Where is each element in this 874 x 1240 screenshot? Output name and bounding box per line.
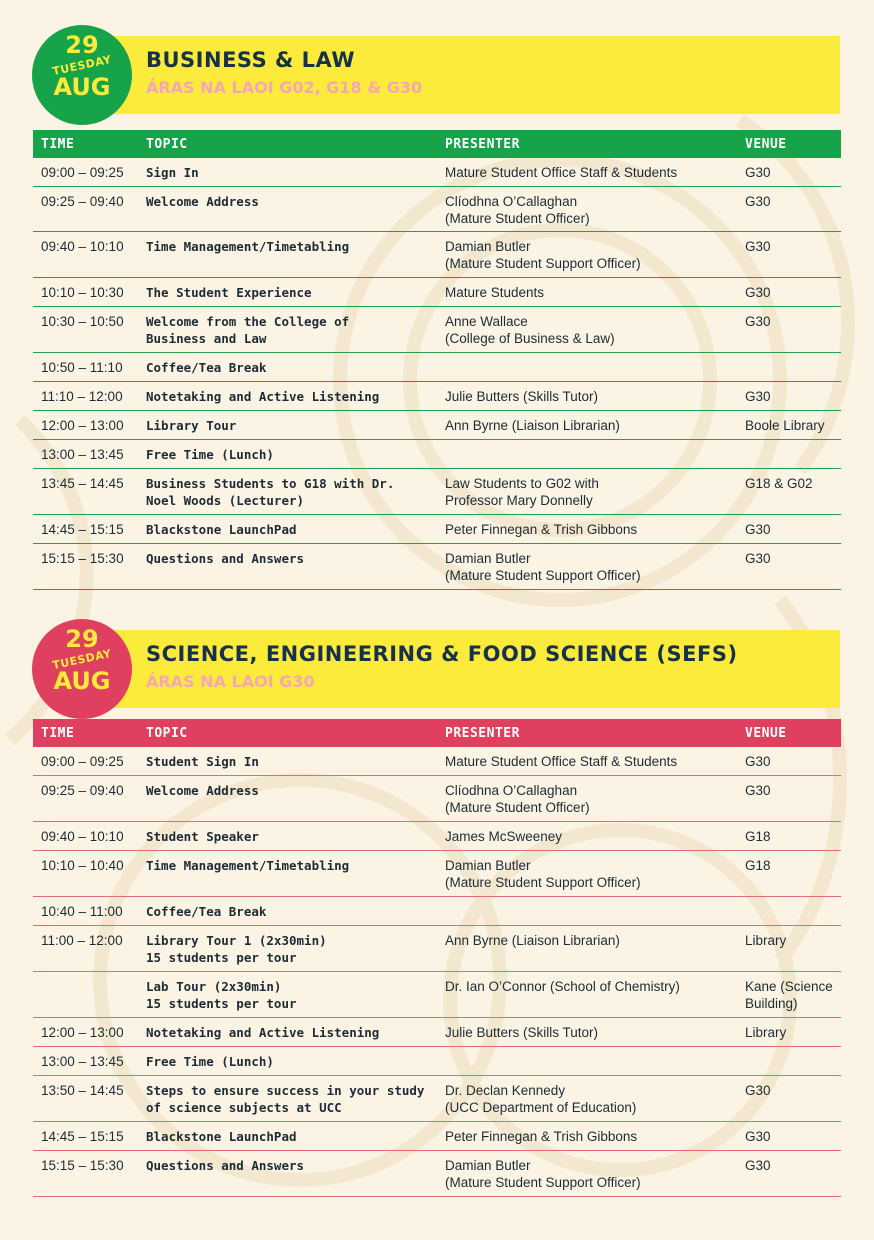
row-venue [745,782,841,821]
row-venue-line: G30 [745,783,771,798]
row-venue-line: G18 & G02 [745,476,813,491]
row-time: 15:15 – 15:30 [41,551,124,566]
row-topic [146,550,445,589]
table-row [33,440,841,469]
table-row [33,1122,841,1151]
row-presenter-line: Clíodhna O’Callaghan [445,783,578,798]
row-venue [745,1082,841,1121]
row-time: 12:00 – 13:00 [41,1025,124,1040]
row-topic-line: 15 students per tour [146,996,297,1011]
row-topic-line: Lab Tour (2x30min) [146,979,282,994]
row-topic-line: Welcome from the College of [146,314,350,329]
row-presenter-line: Julie Butters (Skills Tutor) [445,389,599,404]
row-presenter [445,388,745,410]
row-topic-line: Welcome Address [146,783,259,798]
row-presenter-line: (UCC Department of Education) [445,1100,637,1115]
table-row [33,382,841,411]
row-topic [146,1024,445,1046]
row-venue [745,1024,841,1046]
row-presenter-line: (Mature Student Officer) [445,211,590,226]
row-topic [146,753,445,775]
row-presenter-line: Julie Butters (Skills Tutor) [445,1025,599,1040]
row-venue-line: G18 [745,858,771,873]
row-presenter [445,417,745,439]
row-presenter [445,313,745,352]
row-venue-line: G30 [745,1158,771,1173]
row-topic-line: 15 students per tour [146,950,297,965]
row-time: 10:40 – 11:00 [41,904,123,919]
row-topic-line: Sign In [146,165,199,180]
row-topic [146,782,445,821]
row-topic-line: Notetaking and Active Listening [146,1025,380,1040]
row-presenter [445,828,745,850]
row-presenter [445,446,745,468]
row-topic-line: Questions and Answers [146,1158,305,1173]
row-venue [745,753,841,775]
row-venue [745,193,841,231]
row-time: 10:10 – 10:40 [41,858,124,873]
table-header [33,719,841,747]
row-venue-line: Kane (Science [745,979,833,994]
row-presenter-line: Damian Butler [445,1158,531,1173]
schedule-table [33,719,841,1197]
table-row [33,851,841,897]
table-row [33,776,841,822]
row-topic-line: Free Time (Lunch) [146,447,274,462]
row-presenter-line: Clíodhna O’Callaghan [445,194,578,209]
row-presenter-line: Dr. Ian O’Connor (School of Chemistry) [445,979,680,994]
row-topic-line: Welcome Address [146,194,259,209]
row-venue [745,1128,841,1150]
row-presenter [445,978,745,1017]
row-presenter [445,359,745,381]
column-header-topic: TOPIC [146,136,188,152]
row-topic-line: Library Tour [146,418,237,433]
row-topic [146,446,445,468]
row-presenter-line: Ann Byrne (Liaison Librarian) [445,418,620,433]
row-venue [745,388,841,410]
row-time: 13:50 – 14:45 [41,1083,124,1098]
schedule-section [0,616,874,1216]
row-time: 13:45 – 14:45 [41,476,124,491]
row-venue [745,1157,841,1196]
row-presenter [445,550,745,589]
row-topic [146,417,445,439]
row-venue [745,359,841,381]
row-time: 09:40 – 10:10 [41,239,124,254]
row-venue-line: G30 [745,1083,771,1098]
row-presenter [445,1053,745,1075]
row-presenter [445,1082,745,1121]
date-badge [32,25,132,125]
table-row [33,1151,841,1197]
row-topic-line: Library Tour 1 (2x30min) [146,933,327,948]
date-month: AUG [53,667,111,695]
row-time: 09:00 – 09:25 [41,754,124,769]
row-presenter-line: Dr. Declan Kennedy [445,1083,566,1098]
row-presenter [445,238,745,277]
table-row [33,353,841,382]
section-venue: ÁRAS NA LAOI G02, G18 & G30 [146,78,423,97]
table-row [33,278,841,307]
row-time: 09:00 – 09:25 [41,165,124,180]
row-topic-line: Coffee/Tea Break [146,904,267,919]
row-presenter-line: Peter Finnegan & Trish Gibbons [445,522,638,537]
section-venue: ÁRAS NA LAOI G30 [146,672,315,691]
row-venue-line: G30 [745,754,771,769]
row-presenter-line: (Mature Student Officer) [445,800,590,815]
row-topic-line: Student Speaker [146,829,259,844]
row-topic-line: Steps to ensure success in your study [146,1083,425,1098]
column-header-venue: VENUE [745,136,787,152]
row-time: 15:15 – 15:30 [41,1158,124,1173]
row-venue [745,550,841,589]
row-time: 13:00 – 13:45 [41,1054,124,1069]
row-topic [146,388,445,410]
row-presenter [445,284,745,306]
row-topic [146,1053,445,1075]
row-venue [745,313,841,352]
row-time [33,978,146,1017]
row-presenter [445,753,745,775]
row-venue-line: G30 [745,239,771,254]
row-presenter [445,903,745,925]
column-header-presenter: PRESENTER [445,725,520,741]
row-time: 12:00 – 13:00 [41,418,124,433]
row-presenter-line: Ann Byrne (Liaison Librarian) [445,933,620,948]
row-topic-line: Time Management/Timetabling [146,239,350,254]
row-venue-line: G18 [745,829,771,844]
row-presenter-line: (Mature Student Support Officer) [445,568,641,583]
table-row [33,972,841,1018]
row-time: 10:30 – 10:50 [41,314,124,329]
schedule-table [33,130,841,590]
row-venue-line: G30 [745,165,771,180]
row-venue-line: G30 [745,522,771,537]
row-topic-line: Coffee/Tea Break [146,360,267,375]
row-presenter-line: Damian Butler [445,858,531,873]
table-row [33,544,841,590]
table-row [33,307,841,353]
row-topic [146,313,445,352]
row-presenter [445,521,745,543]
row-venue-line: Library [745,1025,787,1040]
table-header [33,130,841,158]
row-venue [745,238,841,277]
row-venue-line: G30 [745,389,771,404]
row-time: 09:40 – 10:10 [41,829,124,844]
row-presenter-line: Anne Wallace [445,314,528,329]
row-time: 09:25 – 09:40 [41,194,124,209]
row-venue [745,417,841,439]
column-header-topic: TOPIC [146,725,188,741]
row-presenter [445,857,745,896]
row-presenter [445,1157,745,1196]
row-presenter [445,1024,745,1046]
table-row [33,469,841,515]
row-topic [146,284,445,306]
row-topic [146,932,445,971]
row-time: 11:00 – 12:00 [41,933,123,948]
table-row [33,158,841,187]
row-topic [146,978,445,1017]
row-venue-line: G30 [745,194,771,209]
section-banner [96,36,840,114]
row-topic-line: Student Sign In [146,754,259,769]
row-time: 10:50 – 11:10 [41,360,123,375]
row-venue [745,932,841,971]
row-presenter-line: Mature Student Office Staff & Students [445,165,678,180]
date-weekday: TUESDAY [51,646,113,673]
row-venue [745,164,841,186]
row-presenter-line: Damian Butler [445,239,531,254]
row-time: 09:25 – 09:40 [41,783,124,798]
date-weekday: TUESDAY [51,52,113,79]
row-presenter-line: Damian Butler [445,551,531,566]
column-header-presenter: PRESENTER [445,136,520,152]
table-row [33,926,841,972]
row-venue [745,857,841,896]
row-topic-line: Noel Woods (Lecturer) [146,493,305,508]
row-topic-line: Business Students to G18 with Dr. [146,476,395,491]
date-day: 29 [65,31,99,59]
table-row [33,897,841,926]
row-venue [745,978,841,1017]
row-time: 11:10 – 12:00 [41,389,123,404]
row-topic-line: Notetaking and Active Listening [146,389,380,404]
row-topic [146,828,445,850]
column-header-time: TIME [41,725,75,741]
row-topic-line: of science subjects at UCC [146,1100,342,1115]
row-venue [745,475,841,514]
table-row [33,1076,841,1122]
row-venue [745,284,841,306]
row-topic-line: Blackstone LaunchPad [146,522,297,537]
row-presenter-line: (Mature Student Support Officer) [445,1175,641,1190]
row-topic [146,521,445,543]
row-time: 10:10 – 10:30 [41,285,124,300]
row-time: 14:45 – 15:15 [41,522,124,537]
schedule-section [0,22,874,602]
table-row [33,411,841,440]
row-topic-line: Free Time (Lunch) [146,1054,274,1069]
date-badge [32,619,132,719]
table-row [33,747,841,776]
section-banner [96,630,840,708]
row-topic-line: Questions and Answers [146,551,305,566]
row-topic [146,1128,445,1150]
row-presenter-line: Peter Finnegan & Trish Gibbons [445,1129,638,1144]
row-venue-line: G30 [745,1129,771,1144]
row-topic [146,359,445,381]
row-topic [146,1157,445,1196]
row-presenter-line: Mature Student Office Staff & Students [445,754,678,769]
row-topic [146,903,445,925]
row-presenter-line: (Mature Student Support Officer) [445,875,641,890]
row-presenter-line: Professor Mary Donnelly [445,493,593,508]
row-presenter [445,932,745,971]
date-day: 29 [65,625,99,653]
table-row [33,515,841,544]
column-header-time: TIME [41,136,75,152]
table-row [33,187,841,232]
row-time: 14:45 – 15:15 [41,1129,124,1144]
row-venue [745,446,841,468]
row-presenter-line: Law Students to G02 with [445,476,599,491]
row-presenter [445,164,745,186]
row-venue-line: G30 [745,285,771,300]
row-venue-line: Building) [745,996,798,1011]
row-presenter [445,475,745,514]
row-venue [745,828,841,850]
row-topic-line: Blackstone LaunchPad [146,1129,297,1144]
row-venue [745,521,841,543]
section-title: BUSINESS & LAW [146,48,356,72]
row-topic [146,475,445,514]
row-topic-line: The Student Experience [146,285,312,300]
row-presenter-line: Mature Students [445,285,545,300]
row-topic-line: Time Management/Timetabling [146,858,350,873]
table-row [33,1018,841,1047]
row-venue-line: G30 [745,551,771,566]
section-title: SCIENCE, ENGINEERING & FOOD SCIENCE (SEFS) [146,642,738,666]
row-presenter [445,1128,745,1150]
row-presenter-line: (Mature Student Support Officer) [445,256,641,271]
table-row [33,1047,841,1076]
row-venue-line: Library [745,933,787,948]
row-topic [146,1082,445,1121]
table-row [33,822,841,851]
row-presenter-line: (College of Business & Law) [445,331,615,346]
row-presenter [445,782,745,821]
row-topic [146,238,445,277]
date-month: AUG [53,73,111,101]
row-topic [146,164,445,186]
row-venue-line: Boole Library [745,418,825,433]
row-presenter-line: James McSweeney [445,829,563,844]
row-venue [745,903,841,925]
column-header-venue: VENUE [745,725,787,741]
row-topic-line: Business and Law [146,331,267,346]
row-topic [146,193,445,231]
row-venue [745,1053,841,1075]
table-row [33,232,841,278]
row-topic [146,857,445,896]
row-time: 13:00 – 13:45 [41,447,124,462]
row-venue-line: G30 [745,314,771,329]
row-presenter [445,193,745,231]
